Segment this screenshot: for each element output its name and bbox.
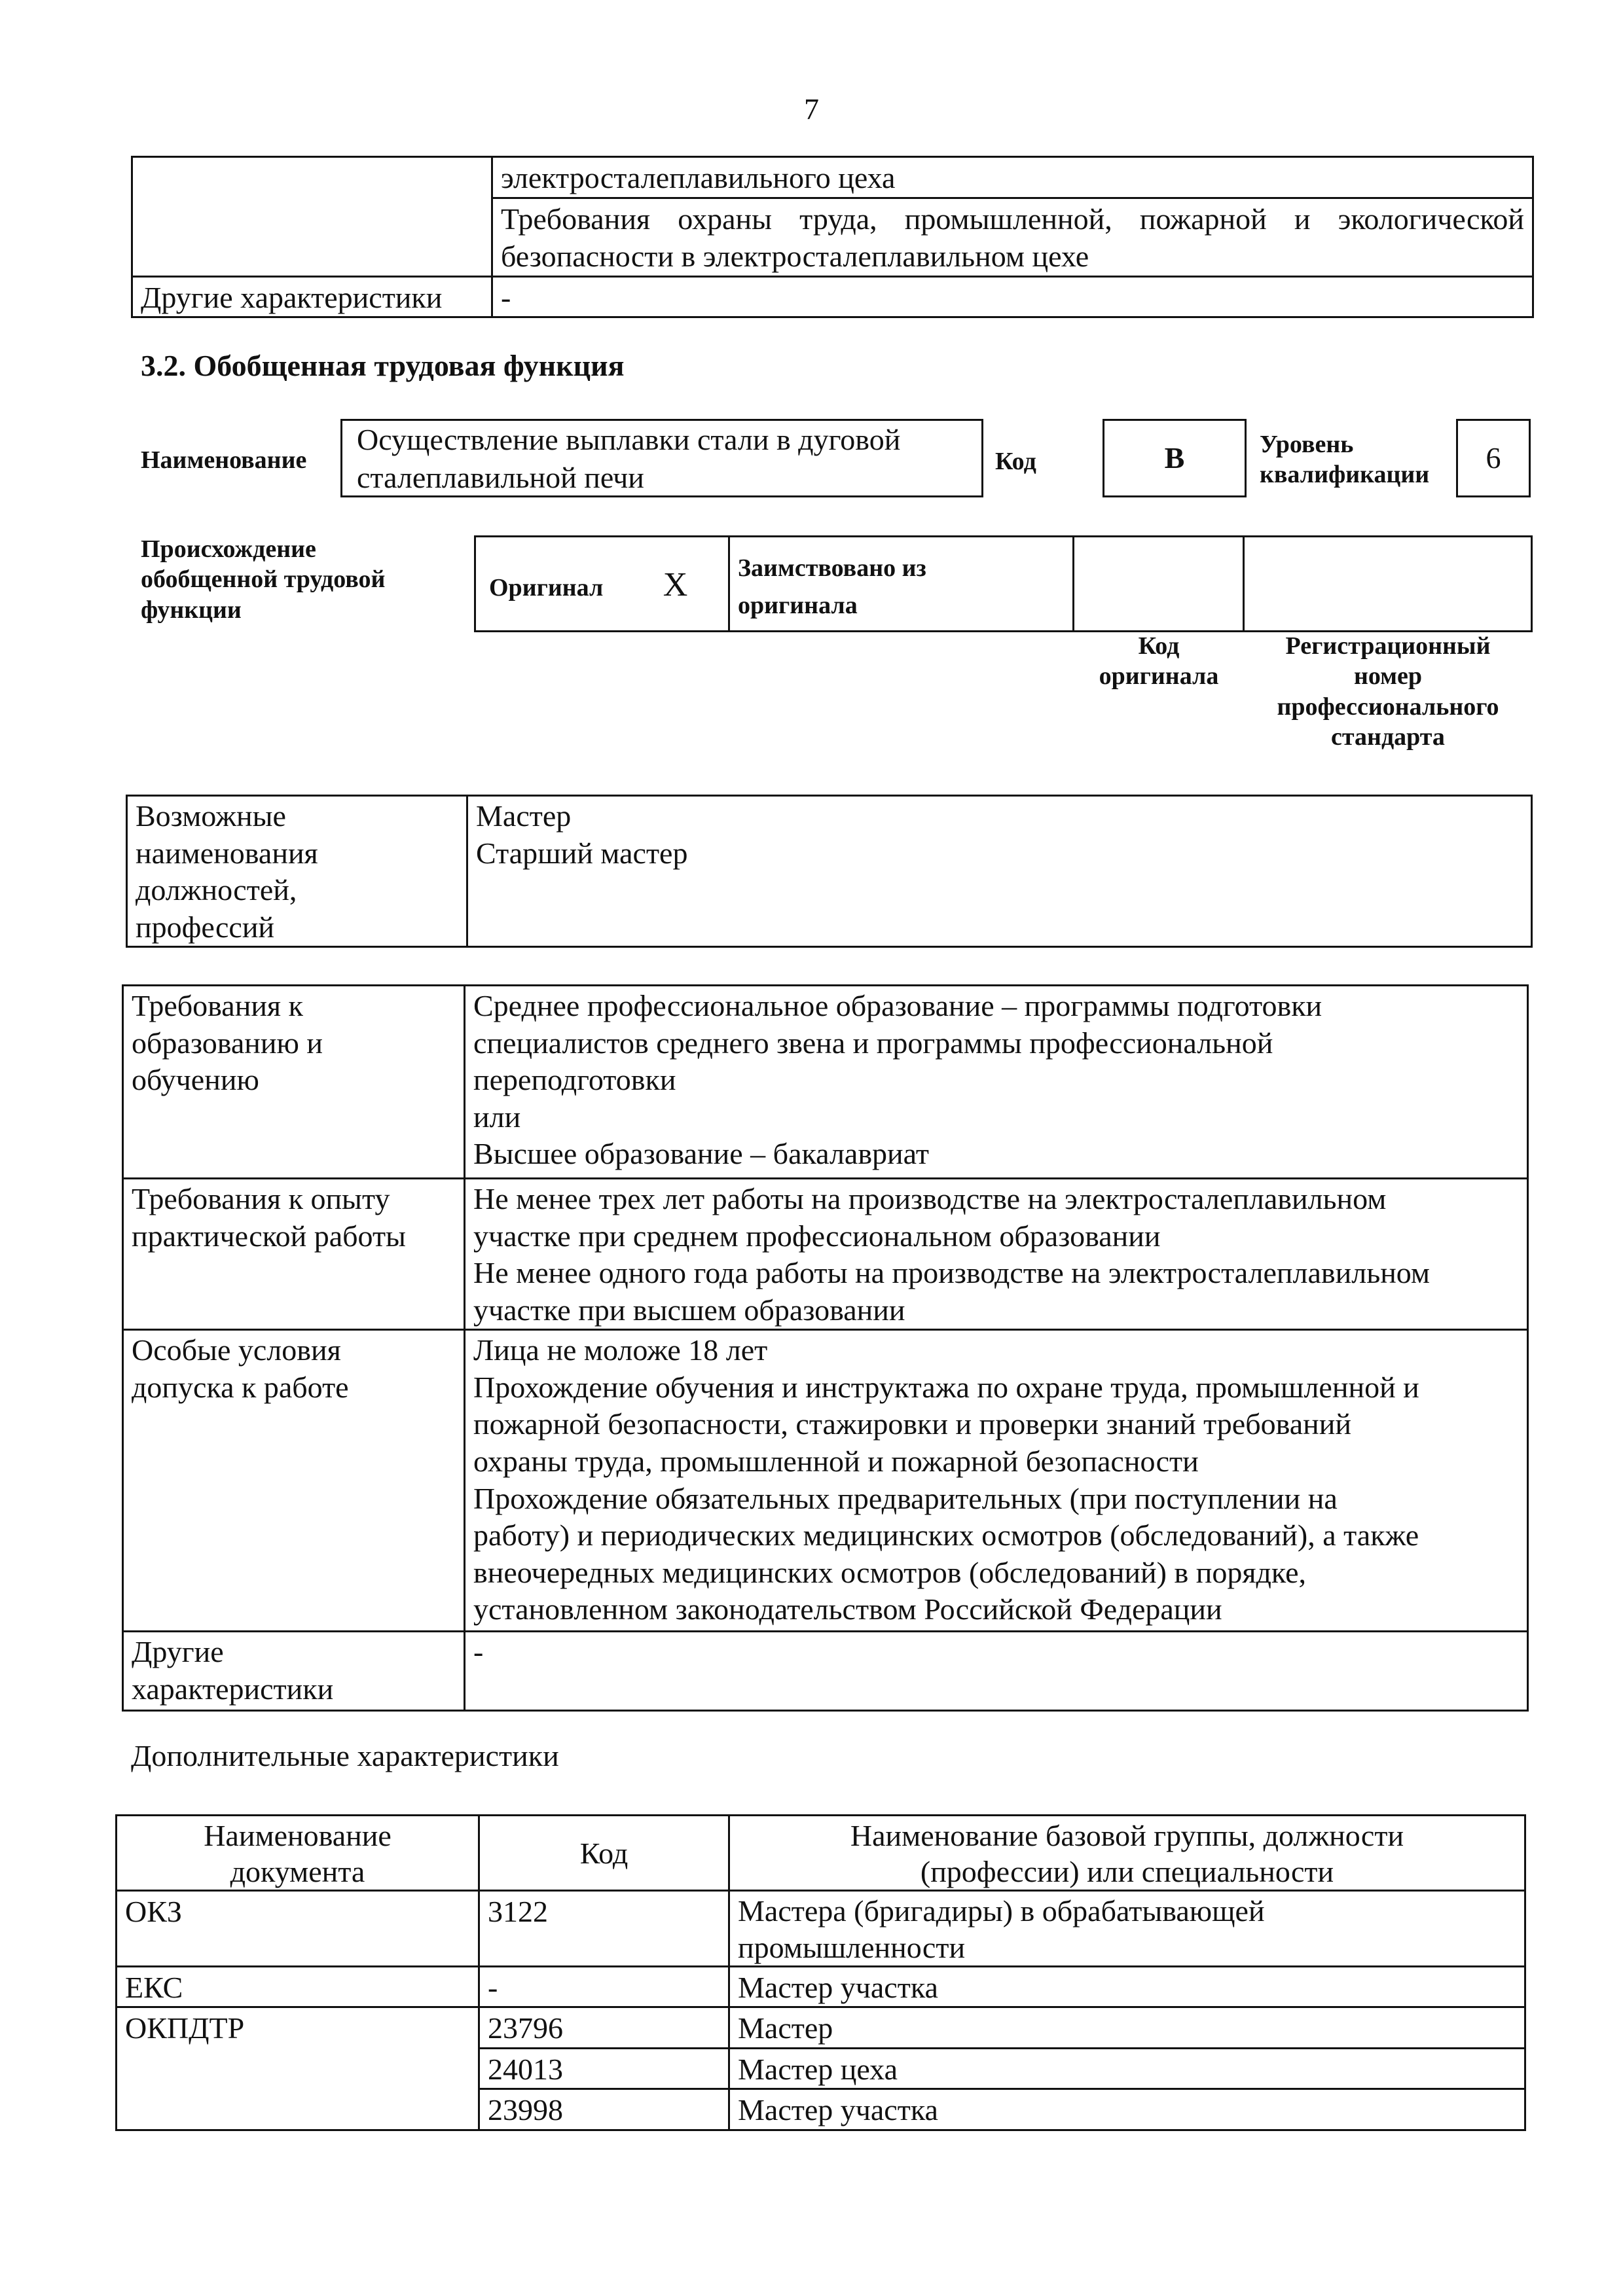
level-value-box: 6 xyxy=(1456,419,1531,497)
code-original-cell xyxy=(1074,537,1244,632)
table-row xyxy=(475,537,1532,632)
cell-name: Мастер участка xyxy=(729,2089,1525,2130)
table-cell-value: Требования охраны труда, промышленной, пожарной и экологической безопасности в электросталеплавильном цехе xyxy=(492,198,1533,276)
requirement-label: Другие характеристики xyxy=(123,1632,465,1711)
requirement-value: Лица не моложе 18 лет Прохождение обучения и инструктажа по охране труда, промышленной и пожарной безопасности, стажировки и проверки знаний требований охраны труда, промышленной и пожарной безопасности Прохождение обязательных предварительных (при поступлении на работу) и периодических медицинских осмотров (обследований), а также внеочередных медицинских осмотров (обследований) в порядке, установленном законодательством Российской Федерации xyxy=(465,1330,1528,1632)
cell-code: 24013 xyxy=(479,2048,729,2089)
table-row xyxy=(123,986,1528,1179)
table-row xyxy=(117,1891,1525,1966)
cell-name: Мастер участка xyxy=(729,1966,1525,2007)
origin-table xyxy=(474,535,1533,632)
original-label: Оригинал xyxy=(489,573,604,601)
original-mark: X xyxy=(663,565,688,603)
header-document: Наименование документа xyxy=(117,1816,479,1891)
cell-code: - xyxy=(479,1966,729,2007)
header-name: Наименование базовой группы, должности (профессии) или специальности xyxy=(729,1816,1525,1891)
name-label: Наименование xyxy=(141,446,307,474)
requirement-value: Не менее трех лет работы на производстве на электросталеплавильном участке при среднем профессиональном образовании Не менее одного года работы на производстве на электросталеплавильном участке при высшем образовании xyxy=(465,1179,1528,1330)
table-row xyxy=(117,1966,1525,2007)
table-row xyxy=(132,157,1533,198)
cell-code: 3122 xyxy=(479,1891,729,1966)
origin-label: Происхождение обобщенной трудовой функции xyxy=(141,535,386,624)
table-row xyxy=(123,1179,1528,1330)
code-label: Код xyxy=(995,448,1036,475)
cell-code: 23998 xyxy=(479,2089,729,2130)
cell-doc: ОКЗ xyxy=(117,1891,479,1966)
requirements-table xyxy=(122,984,1529,1712)
cell-name: Мастер xyxy=(729,2007,1525,2049)
section-heading: 3.2. Обобщенная трудовая функция xyxy=(141,349,625,382)
additional-table xyxy=(115,1814,1526,2131)
table-header-row xyxy=(117,1816,1525,1891)
reg-number-cell xyxy=(1244,537,1532,632)
level-label: Уровень квалификации xyxy=(1260,431,1430,489)
cell-code: 23796 xyxy=(479,2007,729,2049)
original-cell xyxy=(475,537,729,632)
code-value-box: B xyxy=(1103,419,1247,497)
table-row xyxy=(123,1330,1528,1632)
caption-reg-number: Регистрационный номер профессионального стандарта xyxy=(1277,632,1499,751)
cell-name: Мастер цеха xyxy=(729,2048,1525,2089)
requirement-label: Требования к образованию и обучению xyxy=(123,986,465,1179)
prev-section-table xyxy=(131,156,1534,318)
cell-doc: ЕКС xyxy=(117,1966,479,2007)
cell-doc: ОКПДТР xyxy=(117,2007,479,2130)
additional-heading: Дополнительные характеристики xyxy=(131,1739,559,1772)
caption-code-original: Код оригинала xyxy=(1099,632,1219,691)
requirement-value: - xyxy=(465,1632,1528,1711)
table-cell-value: электросталеплавильного цеха xyxy=(492,157,1533,198)
table-cell-value: - xyxy=(492,276,1533,317)
table-row xyxy=(117,2007,1525,2049)
page-number: 7 xyxy=(804,92,819,126)
positions-label: Возможные наименования должностей, профессий xyxy=(127,796,467,947)
requirement-label: Особые условия допуска к работе xyxy=(123,1330,465,1632)
table-row xyxy=(127,796,1532,947)
cell-name: Мастера (бригадиры) в обрабатывающей промышленности xyxy=(729,1891,1525,1966)
table-row xyxy=(132,276,1533,317)
positions-table xyxy=(126,795,1533,948)
header-code: Код xyxy=(479,1816,729,1891)
borrowed-label: Заимствовано из оригинала xyxy=(738,554,926,619)
requirement-label: Требования к опыту практической работы xyxy=(123,1179,465,1330)
requirement-value: Среднее профессиональное образование – программы подготовки специалистов среднего звена и программы профессиональной переподготовки или Высшее образование – бакалавриат xyxy=(465,986,1528,1179)
borrowed-cell xyxy=(729,537,1074,632)
function-name-box: Осуществление выплавки стали в дуговой сталеплавильной печи xyxy=(340,419,983,497)
table-cell-label xyxy=(132,157,492,277)
table-row xyxy=(123,1632,1528,1711)
positions-value: Мастер Старший мастер xyxy=(467,796,1532,947)
table-cell-label: Другие характеристики xyxy=(132,276,492,317)
